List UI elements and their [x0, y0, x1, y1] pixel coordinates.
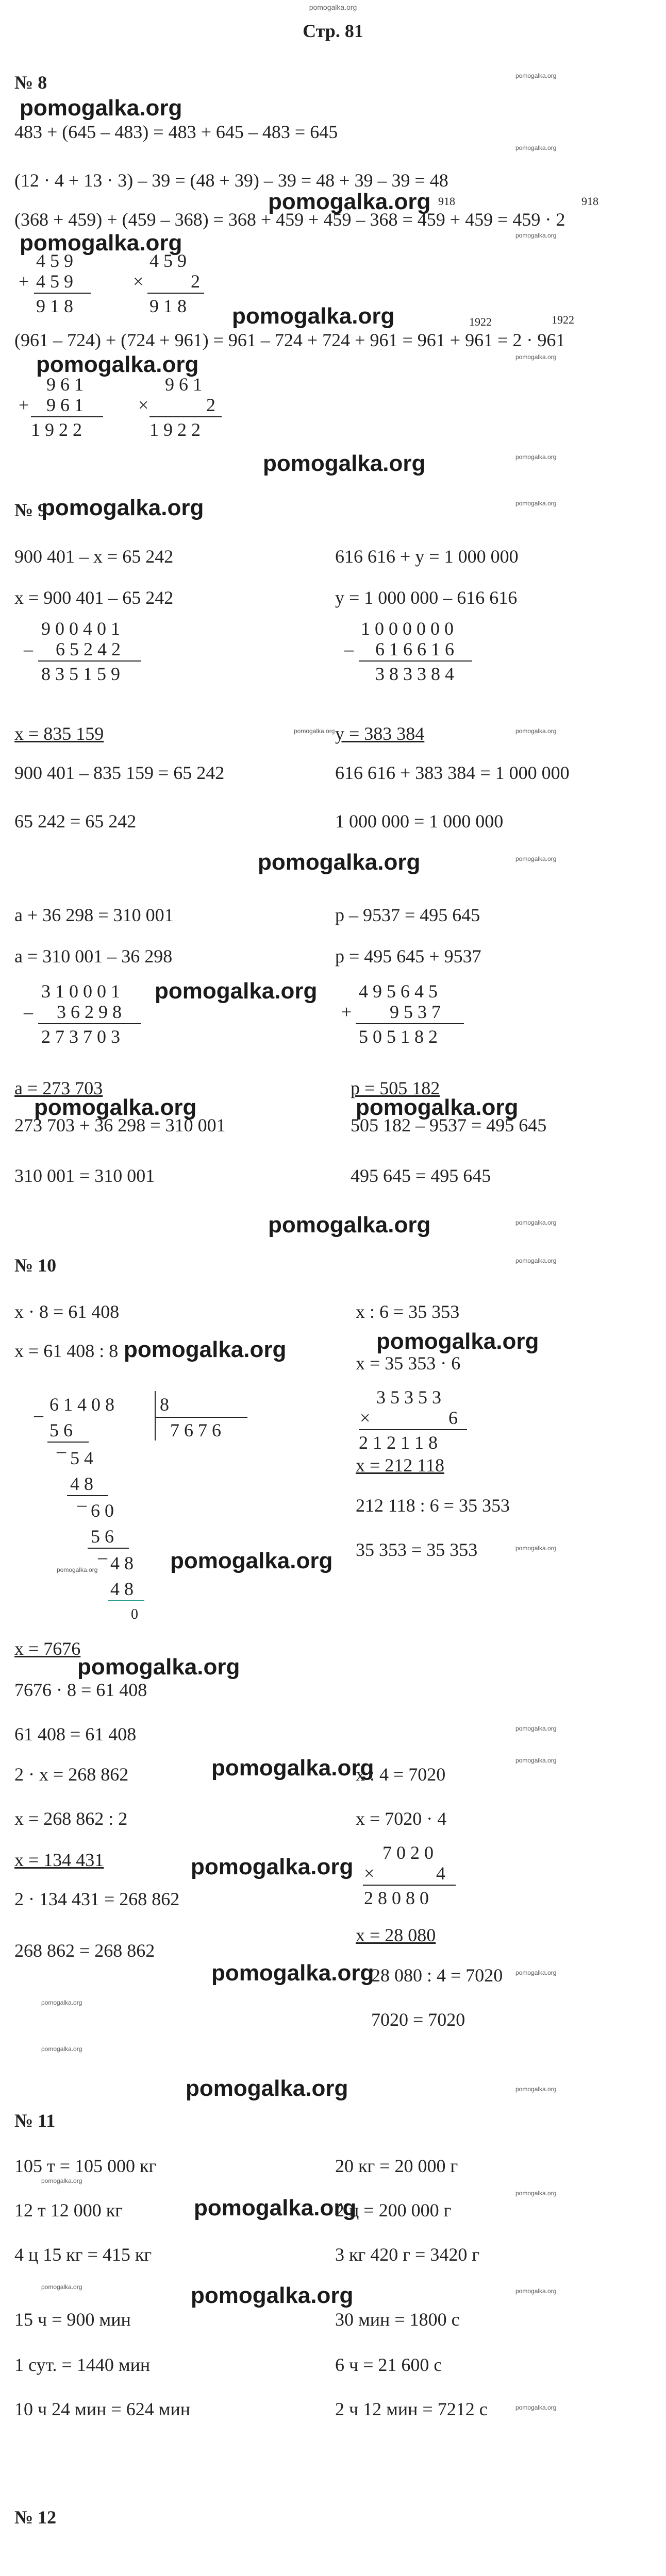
watermark-small: pomogalka.org — [515, 232, 557, 239]
task10-right-check: 212 118 : 6 = 35 353 — [356, 1495, 510, 1516]
plus-sign: + — [19, 395, 29, 415]
task10-right2-eq: x : 4 = 7020 — [356, 1764, 446, 1785]
step-value: 4 8 — [70, 1473, 93, 1494]
add2-result: 1 9 2 2 — [31, 419, 82, 440]
sub-row2: 6 5 2 4 2 — [56, 639, 121, 659]
task11-right-6: 2 ч 12 мин = 7212 с — [335, 2399, 488, 2419]
task9-right-check2: 1 000 000 = 1 000 000 — [335, 811, 504, 832]
watermark: pomogalka.org — [77, 1654, 240, 1680]
task9-right2-check: 505 182 – 9537 = 495 645 — [351, 1115, 547, 1136]
watermark: pomogalka.org — [263, 451, 426, 476]
task10-left-check: 7676 · 8 = 61 408 — [14, 1680, 147, 1700]
add-result: 5 0 5 1 8 2 — [359, 1026, 438, 1047]
times-sign: × — [133, 271, 144, 292]
watermark: pomogalka.org — [258, 850, 421, 875]
watermark-small: pomogalka.org — [515, 1545, 557, 1552]
step-line — [88, 1548, 129, 1549]
watermark-small: pomogalka.org — [515, 2287, 557, 2295]
watermark-small: pomogalka.org — [515, 1219, 557, 1226]
watermark: pomogalka.org — [170, 1548, 333, 1573]
watermark: pomogalka.org — [232, 303, 395, 329]
task10-left-eq: x · 8 = 61 408 — [14, 1301, 120, 1322]
sub-result: 3 8 3 3 8 4 — [375, 664, 454, 684]
task12-title: № 12 — [14, 2507, 57, 2528]
product-line — [363, 1885, 456, 1886]
task9-title: № 9 — [14, 500, 47, 520]
step-line — [67, 1495, 108, 1496]
task9-left2-check: 273 703 + 36 298 = 310 001 — [14, 1115, 226, 1136]
watermark: pomogalka.org — [155, 978, 318, 1004]
task11-left-6: 10 ч 24 мин = 624 мин — [14, 2399, 191, 2419]
task9-right2-answer: p = 505 182 — [351, 1078, 440, 1098]
watermark: pomogalka.org — [36, 352, 199, 377]
page-title: Стр. 81 — [303, 21, 363, 41]
task9-right2-eq: p – 9537 = 495 645 — [335, 905, 480, 925]
mul-result: 2 1 2 1 1 8 — [359, 1432, 438, 1453]
sub-row1: 9 0 0 4 0 1 — [41, 618, 120, 639]
note-1922: 1922 — [552, 313, 574, 326]
sum-line — [356, 1023, 464, 1024]
minus-sign: – — [77, 1494, 87, 1515]
watermark: pomogalka.org — [186, 2076, 348, 2101]
watermark-small: pomogalka.org — [515, 1969, 557, 1976]
division-bracket-line — [155, 1417, 247, 1418]
watermark: pomogalka.org — [268, 1212, 431, 1238]
task10-right-eq: x : 6 = 35 353 — [356, 1301, 460, 1322]
watermark: pomogalka.org — [211, 1755, 374, 1781]
watermark: pomogalka.org — [211, 1960, 374, 1986]
watermark-small: pomogalka.org — [515, 2190, 557, 2197]
watermark: pomogalka.org — [376, 1329, 539, 1354]
watermark-small: pomogalka.org — [515, 727, 557, 735]
task9-left2-eq: a + 36 298 = 310 001 — [14, 905, 174, 925]
add2-row1: 9 6 1 — [46, 374, 84, 395]
task10-left-check2: 61 408 = 61 408 — [14, 1724, 137, 1744]
sub-result: 2 7 3 7 0 3 — [41, 1026, 120, 1047]
watermark: pomogalka.org — [194, 2195, 357, 2221]
watermark-small: pomogalka.org — [515, 72, 557, 79]
sub-result: 8 3 5 1 5 9 — [41, 664, 120, 684]
task11-right-2: 2 ц = 200 000 г — [335, 2200, 452, 2221]
task11-right-1: 20 кг = 20 000 г — [335, 2156, 458, 2176]
mul1-row2: 2 — [191, 271, 200, 292]
watermark-small: pomogalka.org — [294, 727, 335, 735]
task9-left-answer: x = 835 159 — [14, 723, 104, 744]
step-line — [47, 1442, 89, 1443]
task10-left-answer: x = 7676 — [14, 1638, 81, 1659]
quotient: 7 6 7 6 — [170, 1420, 221, 1440]
minus-sign: – — [34, 1404, 43, 1425]
task9-left2-check2: 310 001 = 310 001 — [14, 1165, 155, 1186]
mul2-row1: 9 6 1 — [165, 374, 202, 395]
task9-right-step: y = 1 000 000 – 616 616 — [335, 587, 518, 608]
watermark: pomogalka.org — [20, 95, 182, 121]
task11-right-3: 3 кг 420 г = 3420 г — [335, 2244, 480, 2265]
mul-row1: 3 5 3 5 3 — [376, 1387, 441, 1408]
product-line — [147, 293, 204, 294]
watermark-small: pomogalka.org — [41, 2045, 82, 2053]
mul1-result: 9 1 8 — [149, 296, 187, 316]
add1-result: 9 1 8 — [36, 296, 73, 316]
add1-row1: 4 5 9 — [36, 250, 73, 271]
task8-line3: (368 + 459) + (459 – 368) = 368 + 459 + 459 – 368 = 459 + 459 = 459 · 2 — [14, 209, 565, 230]
divisor: 8 — [160, 1394, 169, 1415]
task9-right2-check2: 495 645 = 495 645 — [351, 1165, 491, 1186]
plus-sign: + — [341, 1002, 352, 1022]
diff-line — [38, 660, 141, 662]
task11-left-3: 4 ц 15 кг = 415 кг — [14, 2244, 152, 2265]
diff-line — [359, 660, 472, 662]
watermark: pomogalka.org — [191, 1854, 354, 1879]
minus-sign: – — [24, 639, 33, 659]
product-line — [149, 416, 222, 417]
task9-right-answer: y = 383 384 — [335, 723, 425, 744]
task10-right2-check2: 7020 = 7020 — [371, 2009, 465, 2030]
task9-left2-answer: a = 273 703 — [14, 1078, 103, 1098]
task10-right-answer: x = 212 118 — [356, 1455, 444, 1476]
mul-row1: 7 0 2 0 — [382, 1842, 434, 1863]
division-bracket — [155, 1391, 156, 1440]
sub-row2: 3 6 2 9 8 — [57, 1002, 122, 1022]
task9-left2-step: a = 310 001 – 36 298 — [14, 946, 173, 967]
task10-right2-step: x = 7020 · 4 — [356, 1808, 447, 1829]
add2-row2: 9 6 1 — [46, 395, 84, 415]
watermark-small: pomogalka.org — [515, 1725, 557, 1732]
step-line — [108, 1600, 144, 1601]
product-line — [359, 1429, 467, 1430]
note-918: 918 — [581, 195, 598, 208]
step-value: 5 6 — [49, 1420, 73, 1440]
note-918: 918 — [438, 195, 455, 208]
add1-row2: 4 5 9 — [36, 271, 73, 292]
site-url[interactable]: pomogalka.org — [309, 3, 357, 11]
sub-row2: 6 1 6 6 1 6 — [375, 639, 454, 659]
watermark-small: pomogalka.org — [515, 144, 557, 151]
watermark-small: pomogalka.org — [41, 1999, 82, 2006]
task10-left2-check2: 268 862 = 268 862 — [14, 1940, 155, 1961]
watermark: pomogalka.org — [41, 495, 204, 520]
watermark-small: pomogalka.org — [515, 2404, 557, 2411]
task11-right-4: 30 мин = 1800 с — [335, 2309, 460, 2330]
task8-line2: (12 · 4 + 13 · 3) – 39 = (48 + 39) – 39 = 48 + 39 – 39 = 48 — [14, 170, 448, 191]
times-sign: × — [360, 1408, 371, 1428]
sum-line — [34, 293, 91, 294]
task11-left-4: 15 ч = 900 мин — [14, 2309, 131, 2330]
task10-left-step: x = 61 408 : 8 — [14, 1341, 119, 1361]
minus-sign: – — [57, 1440, 66, 1461]
mul2-row2: 2 — [206, 395, 215, 415]
add-row1: 4 9 5 6 4 5 — [359, 981, 438, 1002]
task10-right2-check: 28 080 : 4 = 7020 — [371, 1965, 503, 1986]
sub-row1: 1 0 0 0 0 0 0 — [361, 618, 454, 639]
note-1922: 1922 — [469, 315, 492, 328]
minus-sign: – — [344, 639, 354, 659]
task9-right-check: 616 616 + 383 384 = 1 000 000 — [335, 762, 570, 783]
watermark-small: pomogalka.org — [515, 855, 557, 862]
watermark-small: pomogalka.org — [41, 2177, 82, 2184]
task11-right-5: 6 ч = 21 600 с — [335, 2354, 442, 2375]
times-sign: × — [364, 1863, 375, 1884]
diff-line — [38, 1023, 141, 1024]
mul-row2: 6 — [448, 1408, 458, 1428]
task10-right-check2: 35 353 = 35 353 — [356, 1539, 478, 1560]
watermark: pomogalka.org — [124, 1337, 287, 1362]
step-value: 4 8 — [110, 1553, 134, 1573]
task11-left-2: 12 т 12 000 кг — [14, 2200, 123, 2221]
step-value: 5 4 — [70, 1448, 93, 1468]
task10-left2-answer: x = 134 431 — [14, 1850, 104, 1870]
task10-title: № 10 — [14, 1255, 57, 1276]
watermark: pomogalka.org — [20, 230, 182, 256]
task8-title: № 8 — [14, 72, 47, 93]
remainder: 0 — [131, 1606, 138, 1622]
task9-right-eq: 616 616 + y = 1 000 000 — [335, 546, 519, 567]
watermark: pomogalka.org — [191, 2283, 354, 2308]
watermark-small: pomogalka.org — [515, 500, 557, 507]
step-value: 4 8 — [110, 1579, 134, 1599]
watermark-small: pomogalka.org — [515, 1257, 557, 1264]
watermark: pomogalka.org — [268, 189, 431, 214]
watermark: pomogalka.org — [356, 1095, 519, 1120]
task9-left-check: 900 401 – 835 159 = 65 242 — [14, 762, 225, 783]
step-value: 6 0 — [91, 1500, 114, 1521]
sub-row1: 3 1 0 0 0 1 — [41, 981, 120, 1002]
mul-row2: 4 — [436, 1863, 445, 1884]
mul2-result: 1 9 2 2 — [149, 419, 201, 440]
sum-line — [31, 416, 103, 417]
step-value: 5 6 — [91, 1526, 114, 1547]
mul-result: 2 8 0 8 0 — [364, 1888, 429, 1908]
mul1-row1: 4 5 9 — [149, 250, 187, 271]
watermark: pomogalka.org — [34, 1095, 197, 1120]
plus-sign: + — [19, 271, 29, 292]
task9-left-step: x = 900 401 – 65 242 — [14, 587, 174, 608]
task11-left-1: 105 т = 105 000 кг — [14, 2156, 157, 2176]
task9-right2-step: p = 495 645 + 9537 — [335, 946, 481, 967]
watermark-small: pomogalka.org — [57, 1566, 98, 1573]
watermark-small: pomogalka.org — [41, 2283, 82, 2291]
watermark-small: pomogalka.org — [515, 1757, 557, 1764]
task10-right-step: x = 35 353 · 6 — [356, 1353, 461, 1374]
times-sign: × — [138, 395, 149, 415]
task8-line4: (961 – 724) + (724 + 961) = 961 – 724 + 724 + 961 = 961 + 961 = 2 · 961 — [14, 330, 565, 350]
task9-left-eq: 900 401 – x = 65 242 — [14, 546, 174, 567]
task10-left2-step: x = 268 862 : 2 — [14, 1808, 128, 1829]
minus-sign: – — [98, 1547, 107, 1567]
add-row2: 9 5 3 7 — [390, 1002, 441, 1022]
task8-line1: 483 + (645 – 483) = 483 + 645 – 483 = 645 — [14, 122, 338, 142]
watermark-small: pomogalka.org — [515, 453, 557, 461]
task10-left2-check: 2 · 134 431 = 268 862 — [14, 1889, 180, 1909]
minus-sign: – — [24, 1002, 33, 1022]
task10-left2-eq: 2 · x = 268 862 — [14, 1764, 129, 1785]
task11-left-5: 1 сут. = 1440 мин — [14, 2354, 151, 2375]
watermark-small: pomogalka.org — [515, 353, 557, 361]
task10-right2-answer: x = 28 080 — [356, 1925, 436, 1945]
task9-left-check2: 65 242 = 65 242 — [14, 811, 137, 832]
watermark-small: pomogalka.org — [515, 2086, 557, 2093]
task11-title: № 11 — [14, 2110, 56, 2131]
dividend: 6 1 4 0 8 — [49, 1394, 114, 1415]
